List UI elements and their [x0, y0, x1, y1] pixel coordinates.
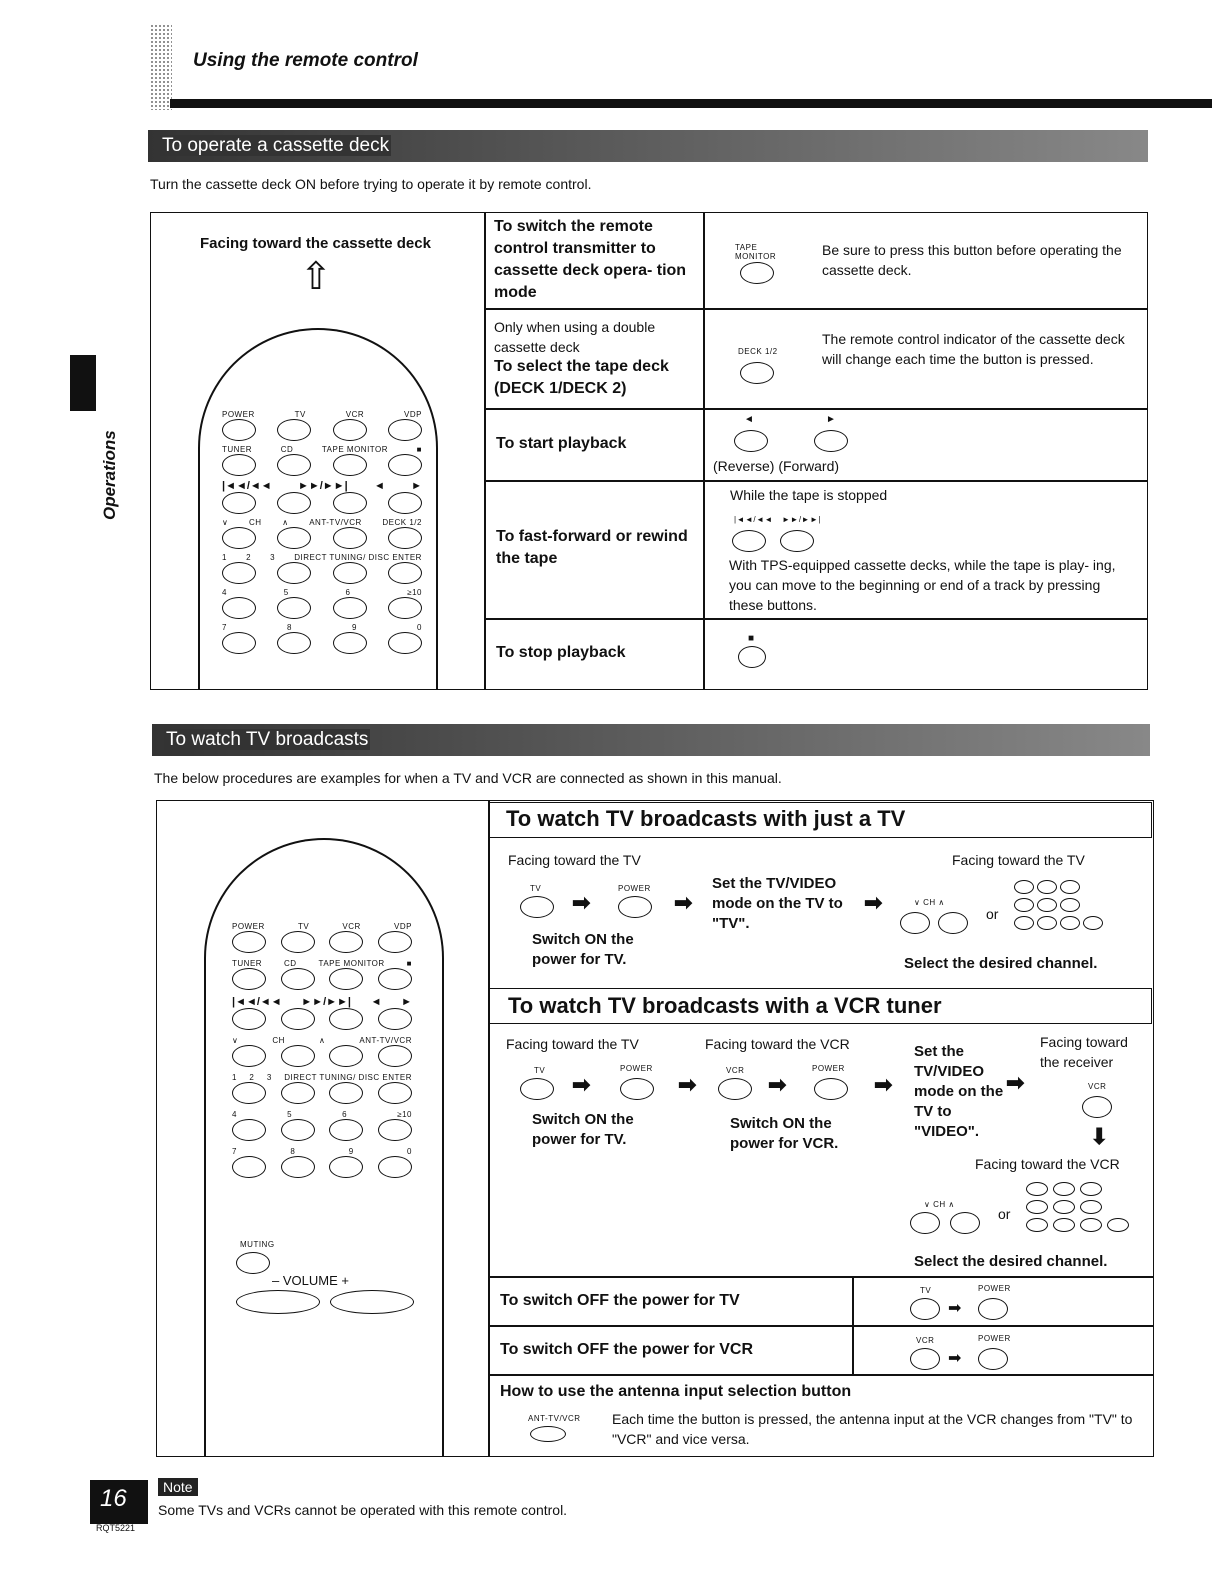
tuner-button[interactable] [222, 454, 256, 476]
direct-tuning-button[interactable] [388, 562, 422, 584]
num-3-button[interactable] [333, 562, 367, 584]
stop-button[interactable] [388, 454, 422, 476]
remote-label: 4 [222, 588, 227, 597]
section1-intro: Turn the cassette deck ON before trying to operate it by remote control. [150, 176, 592, 192]
arrow-right-icon: ➡ [1006, 1070, 1025, 1095]
remote-label: VCR [342, 922, 361, 931]
remote-label: 3 [270, 553, 276, 562]
num-8-button[interactable] [277, 632, 311, 654]
remote-label: ∧ [319, 1036, 326, 1045]
power-label: POWER [812, 1064, 845, 1073]
decorative-dots [150, 24, 172, 110]
note-text: Some TVs and VCRs cannot be operated with this remote control. [158, 1502, 568, 1518]
volume-up-button[interactable] [330, 1290, 414, 1314]
row-divider [484, 618, 1148, 620]
forward-play-button[interactable] [388, 492, 422, 514]
forward-glyph: ► [826, 414, 836, 425]
remote-label: ≥10 [397, 1110, 412, 1119]
remote-label: 6 [345, 588, 351, 597]
remote-label: 1 [222, 553, 227, 562]
vcr-label: VCR [726, 1066, 745, 1075]
remote-label: 7 [232, 1147, 237, 1156]
tv-label: TV [534, 1066, 546, 1075]
remote-label: 4 [232, 1110, 237, 1119]
vcr-button[interactable] [333, 419, 367, 441]
vcr-facing-vcr2: Facing toward the VCR [975, 1156, 1120, 1172]
power-button-icon [620, 1078, 654, 1100]
tvonly-facing-left: Facing toward the TV [508, 852, 641, 868]
rewind-button-icon [732, 530, 766, 552]
row-divider [488, 1276, 1154, 1278]
vcr-button-icon [718, 1078, 752, 1100]
vcr-select-channel: Select the desired channel. [914, 1253, 1108, 1270]
remote-label: 9 [348, 1147, 354, 1156]
side-tab-label: Operations [100, 430, 119, 520]
remote-label: CH [272, 1036, 285, 1045]
remote-label: ◄ [370, 996, 382, 1008]
ch-up-icon [938, 912, 968, 934]
tv-label: TV [530, 884, 542, 893]
remote-label: 1 [232, 1073, 237, 1082]
arrow-right-icon: ➡ [948, 1350, 962, 1367]
remote-label: 3 [266, 1073, 272, 1082]
table-divider [852, 1276, 854, 1374]
remote-label: VDP [404, 410, 422, 419]
remote-label: 2 [249, 1073, 255, 1082]
num-7-button[interactable] [222, 632, 256, 654]
tape-monitor-icon [740, 262, 774, 284]
row-divider [484, 308, 1148, 310]
power-label: POWER [620, 1064, 653, 1073]
remote-label: ►►/►►| [301, 996, 351, 1008]
cd-button[interactable] [277, 454, 311, 476]
remote-label: ►►/►►| [297, 480, 348, 492]
num-1-button[interactable] [222, 562, 256, 584]
vcr-facing-receiver: Facing toward the receiver [1040, 1034, 1128, 1070]
section2-intro: The below procedures are examples for when a TV and VCR are connected as shown in this manual. [154, 770, 782, 786]
remote-label: TUNER [232, 959, 263, 968]
vcr-label: VCR [1088, 1082, 1107, 1091]
remote-label: TV [297, 922, 310, 931]
section-bar-cassette [148, 130, 1148, 162]
vcr-switch-vcr: Switch ON the power for VCR. [730, 1115, 839, 1152]
remote-label: POWER [232, 922, 265, 931]
arrow-right-icon: ➡ [948, 1300, 962, 1317]
table-divider [488, 800, 490, 1457]
arrow-right-icon: ➡ [572, 890, 591, 915]
power-label: POWER [978, 1334, 1011, 1343]
ch-down-button[interactable] [222, 527, 256, 549]
remote-label: VDP [394, 922, 412, 931]
row-select-deck-pre: Only when using a double cassette deck [494, 319, 656, 355]
tape-monitor-label: TAPE MONITOR [735, 243, 777, 261]
remote-label: 0 [417, 623, 422, 632]
ch-down-icon [900, 912, 930, 934]
remote-label: TV [294, 410, 306, 419]
reverse-glyph: ◄ [744, 414, 754, 425]
row-select-deck-label: To select the tape deck (DECK 1/DECK 2) [494, 358, 669, 397]
ch-up-button[interactable] [277, 527, 311, 549]
arrow-right-icon: ➡ [674, 890, 693, 915]
tvonly-switch-on: Switch ON the power for TV. [532, 931, 634, 968]
remote-label: TUNER [222, 445, 253, 454]
vdp-button[interactable] [388, 419, 422, 441]
arrow-down-icon: ⬇ [1090, 1124, 1109, 1149]
vcr-button-icon [910, 1348, 940, 1370]
section-bar-cassette-title: To operate a cassette deck [162, 135, 390, 156]
muting-label: MUTING [240, 1240, 275, 1249]
off-vcr-label: To switch OFF the power for VCR [500, 1341, 754, 1358]
remote2-buttons [232, 922, 412, 1178]
section-bar-tv [152, 724, 1150, 756]
ffwd-desc: With TPS-equipped cassette decks, while the tape is play- ing, you can move to the beginning or end of a track by pressing these buttons. [729, 557, 1116, 613]
remote-label: 2 [246, 553, 252, 562]
section-bar-tv-title: To watch TV broadcasts [166, 729, 369, 750]
remote1-buttons [222, 410, 422, 654]
vcr-number-keys [1026, 1182, 1138, 1232]
header-rule [170, 99, 1212, 108]
remote-label: 5 [287, 1110, 293, 1119]
ffwd-top-note: While the tape is stopped [730, 487, 888, 503]
row-switch-mode-desc: Be sure to press this button before operating the cassette deck. [822, 242, 1122, 278]
num-9-button[interactable] [333, 632, 367, 654]
ant-tv-vcr-icon [530, 1426, 566, 1442]
num-5-button[interactable] [277, 597, 311, 619]
ffwd-glyph: ►►/►►| [782, 515, 821, 524]
remote-label: ► [411, 480, 422, 492]
tv-button-icon [910, 1298, 940, 1320]
vcr-label: VCR [916, 1336, 935, 1345]
or-label: or [986, 906, 999, 922]
tvonly-title: To watch TV broadcasts with just a TV [506, 806, 906, 831]
row-stop-label: To stop playback [496, 644, 626, 661]
arrow-right-icon: ➡ [874, 1072, 893, 1097]
power-button-icon [618, 896, 652, 918]
up-arrow-icon: ⇧ [300, 256, 332, 298]
tv-button-icon [520, 896, 554, 918]
deck-icon [740, 362, 774, 384]
remote-label: ■ [406, 959, 412, 968]
remote-label: CD [280, 445, 294, 454]
reverse-button-icon [734, 430, 768, 452]
row-start-playback-label: To start playback [496, 435, 627, 452]
num-4-button[interactable] [222, 597, 256, 619]
power-button[interactable] [222, 419, 256, 441]
remote-label: 6 [342, 1110, 348, 1119]
facing-cassette-label: Facing toward the cassette deck [200, 235, 431, 252]
power-button-icon [814, 1078, 848, 1100]
page-header-title: Using the remote control [193, 50, 418, 71]
ffwd-button-icon [780, 530, 814, 552]
deck-label: DECK 1/2 [738, 347, 778, 356]
remote-label: TAPE MONITOR [318, 959, 385, 968]
playback-caption: (Reverse) (Forward) [713, 458, 840, 474]
remote-label: CD [284, 959, 297, 968]
row-divider [488, 1374, 1154, 1376]
remote-label: ∨ [222, 518, 229, 527]
doc-code: RQT5221 [96, 1523, 136, 1533]
remote-label: |◄◄/◄◄ [232, 996, 282, 1008]
row-divider [484, 480, 1148, 482]
tvonly-number-keys [1014, 880, 1106, 930]
antenna-desc: Each time the button is pressed, the antenna input at the VCR changes from "TV" to "VCR" and vice versa. [612, 1411, 1133, 1447]
power-label: POWER [618, 884, 651, 893]
tv-button[interactable] [277, 419, 311, 441]
power-button-icon [978, 1298, 1008, 1320]
ant-tv-vcr-button[interactable] [333, 527, 367, 549]
num-2-button[interactable] [277, 562, 311, 584]
fast-forward-button[interactable] [277, 492, 311, 514]
row-ffwd-rewind-label: To fast-forward or rewind the tape [496, 528, 688, 567]
ch-label: ∨ CH ∧ [924, 1200, 955, 1209]
remote-label: 8 [290, 1147, 296, 1156]
remote-label: TAPE MONITOR [321, 445, 389, 454]
remote-label: ◄ [373, 480, 385, 492]
vcr-title: To watch TV broadcasts with a VCR tuner [508, 993, 942, 1018]
tvonly-facing-right: Facing toward the TV [952, 852, 1085, 868]
num-10-button[interactable] [388, 597, 422, 619]
tv-button-icon [520, 1078, 554, 1100]
remote-label: ► [401, 996, 412, 1008]
muting-button[interactable] [236, 1252, 270, 1274]
remote-label: ∧ [282, 518, 289, 527]
tv-label: TV [920, 1286, 932, 1295]
power-button-icon [978, 1348, 1008, 1370]
remote-label: DIRECT TUNING/ DISC ENTER [284, 1073, 412, 1082]
vcr-facing-tv: Facing toward the TV [506, 1036, 639, 1052]
num-6-button[interactable] [333, 597, 367, 619]
remote-label: VCR [345, 410, 365, 419]
side-tab-marker [70, 355, 96, 411]
vcr-facing-vcr: Facing toward the VCR [705, 1036, 850, 1052]
vcr-receiver-button-icon [1082, 1096, 1112, 1118]
forward-button-icon [814, 430, 848, 452]
remote-label: CH [249, 518, 262, 527]
vcr-switch-tv: Switch ON the power for TV. [532, 1111, 634, 1148]
remote-label: 9 [352, 623, 357, 632]
power-label: POWER [978, 1284, 1011, 1293]
tape-monitor-button[interactable] [333, 454, 367, 476]
tvonly-select-channel: Select the desired channel. [904, 955, 1098, 972]
note-badge: Note [158, 1478, 198, 1496]
arrow-right-icon: ➡ [864, 890, 883, 915]
remote-label: 8 [287, 623, 292, 632]
ch-label: ∨ CH ∧ [914, 898, 945, 907]
row-switch-mode-label: To switch the remote control transmitter to cassette deck opera- tion mode [494, 218, 687, 301]
remote-label: 0 [407, 1147, 412, 1156]
remote-label: DIRECT TUNING/ DISC ENTER [294, 553, 422, 562]
volume-label: – VOLUME + [272, 1273, 349, 1288]
arrow-right-icon: ➡ [768, 1072, 787, 1097]
page-number: 16 [90, 1480, 148, 1524]
num-0-button[interactable] [388, 632, 422, 654]
or-label: or [998, 1206, 1011, 1222]
remote-label: ANT-TV/VCR [359, 1036, 412, 1045]
arrow-right-icon: ➡ [678, 1072, 697, 1097]
remote-label: POWER [222, 410, 255, 419]
remote-label: ≥10 [407, 588, 422, 597]
tvonly-set-mode: Set the TV/VIDEO mode on the TV to "TV". [712, 875, 843, 932]
remote-label: 5 [283, 588, 289, 597]
row-divider [484, 408, 1148, 410]
remote-label: ANT-TV/VCR [309, 518, 362, 527]
ch-down-icon [910, 1212, 940, 1234]
rewind-button[interactable] [222, 492, 256, 514]
arrow-right-icon: ➡ [572, 1072, 591, 1097]
reverse-play-button[interactable] [333, 492, 367, 514]
stop-button-icon [738, 646, 766, 668]
antenna-title: How to use the antenna input selection button [500, 1383, 852, 1400]
ant-tv-vcr-label: ANT-TV/VCR [528, 1414, 581, 1423]
remote-label: 7 [222, 623, 227, 632]
remote-label: DECK 1/2 [382, 518, 422, 527]
volume-down-button[interactable] [236, 1290, 320, 1314]
off-tv-label: To switch OFF the power for TV [500, 1292, 740, 1309]
stop-glyph: ■ [748, 633, 755, 644]
ch-up-icon [950, 1212, 980, 1234]
remote-label: ∨ [232, 1036, 239, 1045]
row-select-deck-desc: The remote control indicator of the cassette deck will change each time the button is pressed. [822, 331, 1125, 367]
rewind-glyph: |◄◄/◄◄ [734, 515, 773, 524]
remote-label: |◄◄/◄◄ [222, 480, 272, 492]
deck-button[interactable] [388, 527, 422, 549]
row-divider [488, 1325, 1154, 1327]
vcr-set-mode: Set the TV/VIDEO mode on the TV to "VIDEO". [914, 1043, 1004, 1140]
remote-label: ■ [416, 445, 422, 454]
